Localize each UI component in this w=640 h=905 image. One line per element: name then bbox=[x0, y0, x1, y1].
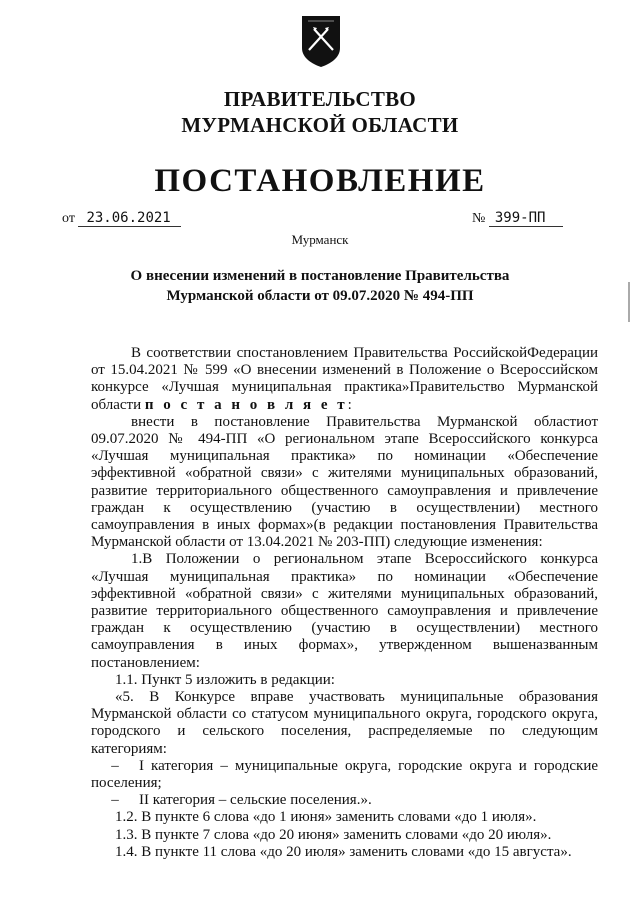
category-1-text: I категория – муниципальные округа, городские округа и городские поселения; bbox=[91, 757, 598, 792]
category-1-item bbox=[91, 758, 598, 792]
government-title-line1: ПРАВИТЕЛЬСТВО bbox=[223, 87, 417, 111]
date-prefix: от bbox=[62, 211, 75, 226]
date-field bbox=[62, 210, 181, 227]
document-subject bbox=[0, 266, 640, 306]
city-name: Мурманск bbox=[291, 232, 349, 247]
number-value: 399-ПП bbox=[489, 210, 564, 227]
number-prefix: № bbox=[472, 211, 486, 226]
government-title bbox=[0, 86, 640, 138]
item-1-paragraph: 1.В Положении о региональном этапе Всероссийского конкурса «Лучшая муниципальная практика» по номинации «Обеспечение эффективной «обратной связи» с жителями муниципальных образований, развитие территориального общественного самоуправления и привлечение граждан к осуществлению (участию в осуществлении) местного самоуправления в иных формах», утвержденном вышеназванным постановлением: bbox=[91, 551, 598, 671]
item-1-4-paragraph: 1.4. В пункте 11 слова «до 20 июля» заменить словами «до 15 августа». bbox=[115, 843, 572, 860]
date-value: 23.06.2021 bbox=[78, 210, 180, 227]
subject-line1: О внесении изменений в постановление Правительства bbox=[130, 268, 510, 284]
coat-of-arms-icon bbox=[300, 14, 342, 68]
preamble-paragraph bbox=[91, 345, 598, 414]
scan-artifact bbox=[628, 282, 630, 322]
category-2-item bbox=[91, 792, 598, 809]
dash-bullet: – bbox=[111, 757, 119, 774]
item-1-2-paragraph: 1.2. В пункте 6 слова «до 1 июня» заменить словами «до 1 июля». bbox=[115, 809, 537, 826]
document-type-heading: ПОСТАНОВЛЕНИЕ bbox=[154, 163, 486, 199]
government-title-line2: МУРМАНСКОЙ ОБЛАСТИ bbox=[181, 113, 459, 137]
postanovlyaet-colon: : bbox=[347, 396, 352, 413]
postanovlyaet-word: п о с т а н о в л я е т bbox=[144, 396, 348, 413]
number-field bbox=[472, 210, 563, 227]
preamble-text: В соответствии спостановлением Правительства РоссийскойФедерации от 15.04.2021 № 599 «О внесении изменений в Положение о Всероссийском конкурсе «Лучшая муниципальная практика»Правительство Мурманской области bbox=[91, 345, 598, 413]
item-1-1-paragraph: 1.1. Пункт 5 изложить в редакции: bbox=[115, 671, 335, 688]
category-2-text: II категория – сельские поселения.». bbox=[139, 792, 372, 809]
item-1-3-paragraph: 1.3. В пункте 7 слова «до 20 июня» заменить словами «до 20 июля». bbox=[115, 826, 552, 843]
intro-paragraph: внести в постановление Правительства Мурманской областиот 09.07.2020 № 494-ПП «О региональном этапе Всероссийского конкурса «Лучшая муниципальная практика» по номинации «Обеспечение эффективной «обратной связи» с жителями муниципальных образований, развитие территориального общественного самоуправления и привлечение граждан к осуществлению (участию в осуществлении) местного самоуправления в иных формах»(в редакции постановления Правительства Мурманской области от 13.04.2021 № 203-ПП) следующие изменения: bbox=[91, 413, 598, 551]
document-body bbox=[91, 345, 598, 861]
subject-line2: Мурманской области от 09.07.2020 № 494-ПП bbox=[166, 288, 474, 304]
dash-bullet: – bbox=[111, 792, 119, 809]
quote-paragraph: «5. В Конкурсе вправе участвовать муниципальные образования Мурманской области со статусом муниципального округа, городского округа, городского и сельского поселения, распределяемые по следующим категориям: bbox=[91, 689, 598, 757]
